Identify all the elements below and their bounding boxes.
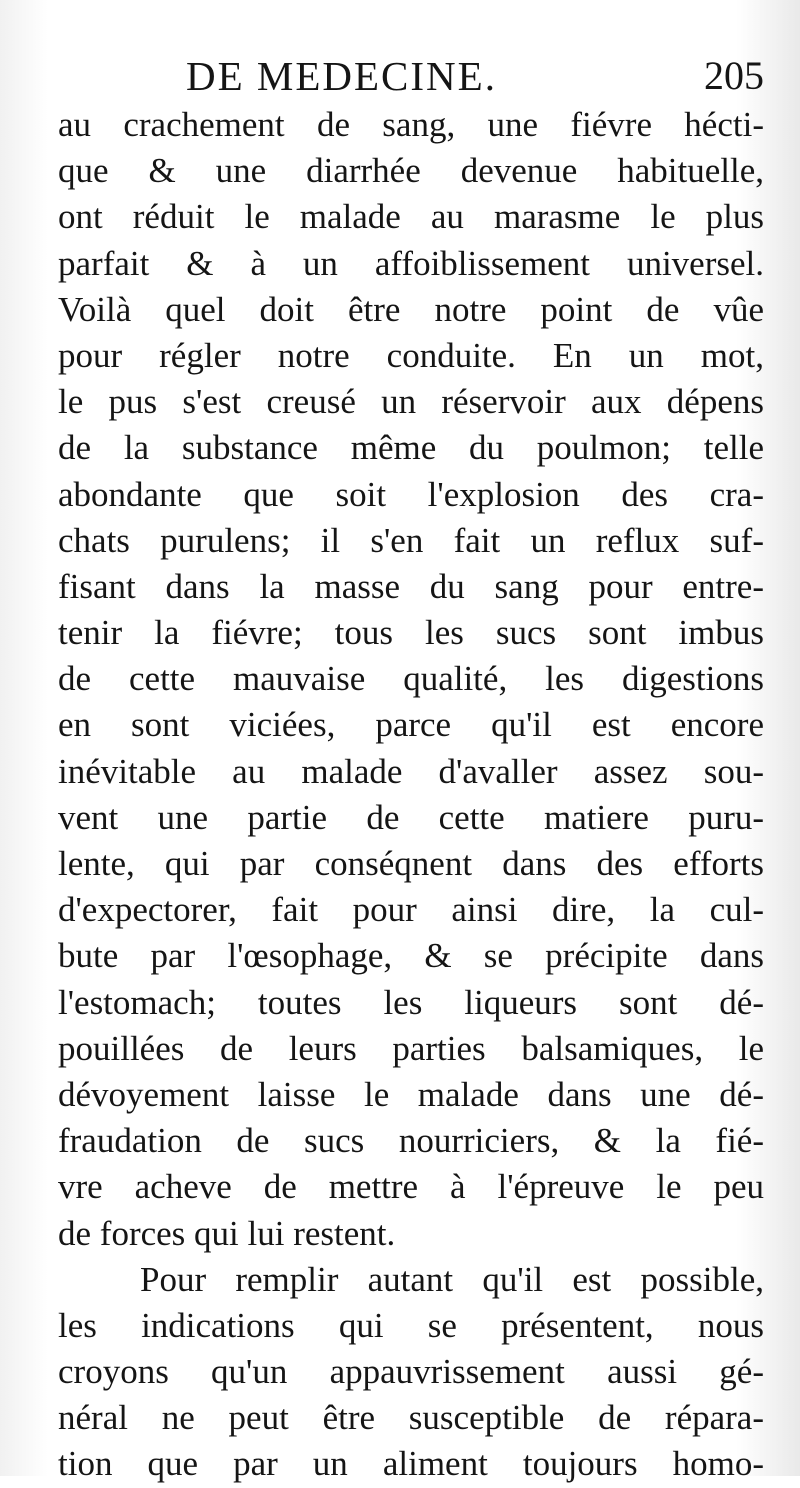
running-head	[58, 52, 772, 102]
text-line: dévoyement laisse le malade dans une dé-	[58, 1074, 764, 1114]
text-line: vent une partie de cette matiere puru-	[58, 797, 764, 837]
page-number: 205	[704, 53, 764, 98]
text-line: parfait & à un affoiblissement universel.	[58, 243, 764, 283]
paragraph-2	[58, 1257, 764, 1488]
text-line: chats purulens; il s'en fait un reflux suf-	[58, 520, 764, 560]
text-line: au crachement de sang, une fiévre hécti-	[58, 105, 764, 144]
text-line: que & une diarrhée devenue habituelle,	[58, 151, 764, 191]
text-line: vre acheve de mettre à l'épreuve le peu	[58, 1167, 764, 1207]
text-line: fraudation de sucs nourriciers, & la fié-	[58, 1121, 764, 1161]
text-line: Pour remplir autant qu'il est possible,	[140, 1259, 764, 1299]
text-line: inévitable au malade d'avaller assez sou-	[58, 751, 764, 791]
text-line: les indications qui se présentent, nous	[58, 1305, 764, 1345]
text-line: de cette mauvaise qualité, les digestions	[58, 659, 764, 699]
body-text	[58, 102, 764, 1488]
text-line: de forces qui lui restent.	[58, 1213, 396, 1253]
text-line: abondante que soit l'explosion des cra-	[58, 474, 764, 514]
text-line: ont réduit le malade au marasme le plus	[58, 197, 764, 237]
text-line: néral ne peut être susceptible de répara-	[58, 1398, 764, 1438]
text-line: bute par l'œsophage, & se précipite dans	[58, 936, 764, 976]
text-line: croyons qu'un appauvrissement aussi gé-	[58, 1352, 764, 1392]
text-line: tenir la fiévre; tous les sucs sont imbus	[58, 613, 764, 653]
paragraph-1	[58, 102, 764, 1257]
text-line: pouillées de leurs parties balsamiques, le	[58, 1028, 764, 1068]
text-line: pour régler notre conduite. En un mot,	[58, 335, 764, 375]
text-line: tion que par un aliment toujours homo-	[58, 1444, 764, 1484]
text-line: en sont viciées, parce qu'il est encore	[58, 705, 764, 745]
text-line: lente, qui par conséqnent dans des efforts	[58, 844, 764, 883]
text-line: de la substance même du poulmon; telle	[58, 428, 764, 468]
text-line: fisant dans la masse du sang pour entre-	[58, 566, 764, 606]
text-line: Voilà quel doit être notre point de vûe	[58, 289, 764, 329]
text-line: le pus s'est creusé un réservoir aux dépens	[58, 382, 764, 422]
text-line: d'expectorer, fait pour ainsi dire, la cul-	[58, 890, 764, 930]
text-line: l'estomach; toutes les liqueurs sont dé-	[58, 982, 764, 1022]
running-title: DE MEDECINE.	[186, 53, 497, 99]
